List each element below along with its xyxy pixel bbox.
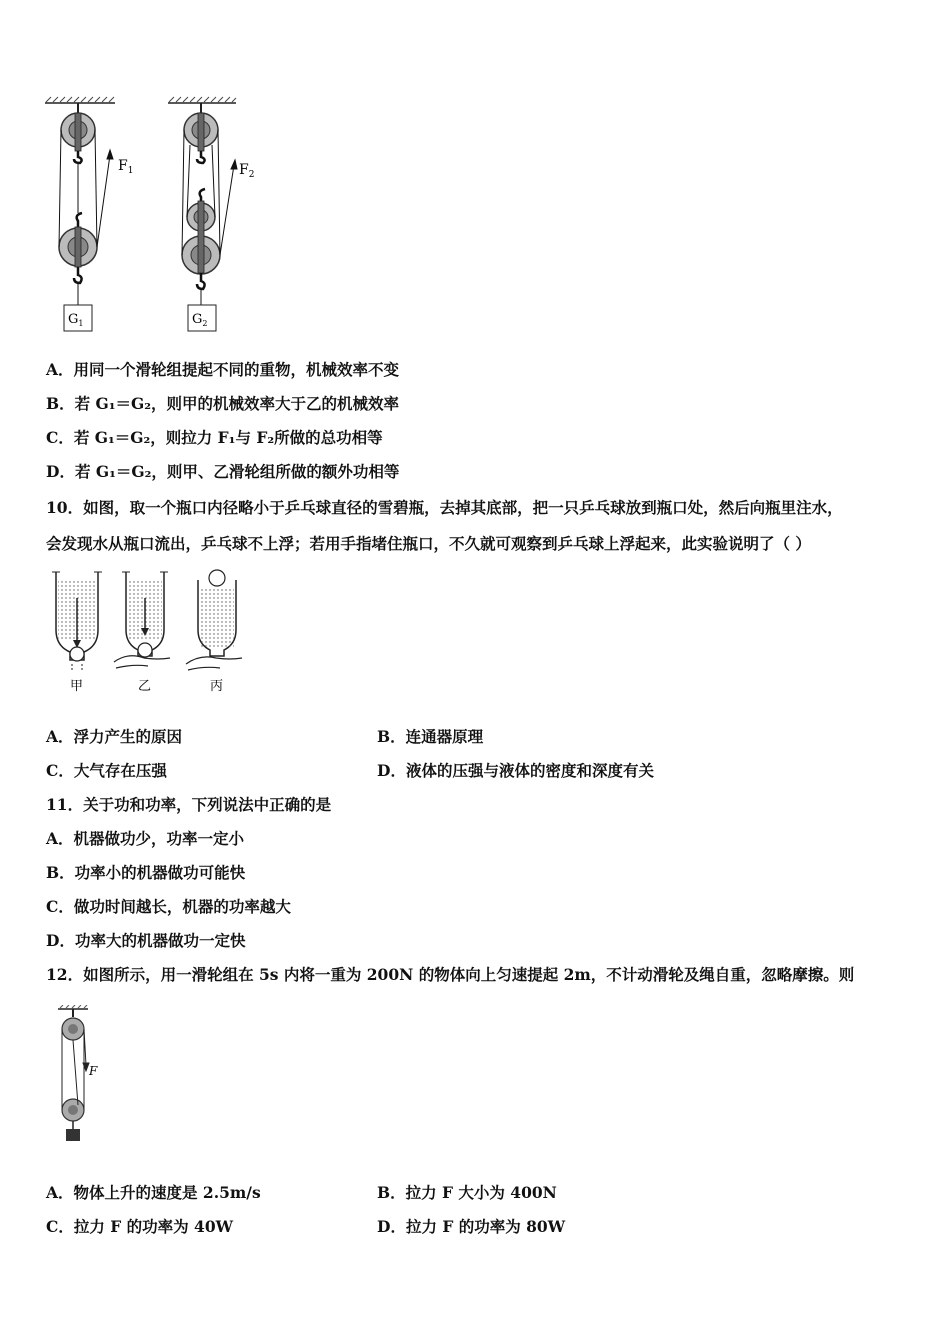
q12-option-b: B．拉力 F 大小为 400N (377, 1183, 557, 1202)
q12-moving-pulley (62, 1099, 84, 1141)
q12-option-c: C．拉力 F 的功率为 40W (46, 1217, 234, 1236)
q10-option-d: D．液体的压强与液体的密度和深度有关 (377, 761, 654, 780)
bottle-yi (114, 572, 170, 668)
right-fixed-pulley (184, 103, 218, 163)
q12-fixed-pulley (62, 1009, 84, 1040)
q11-stem: 11．关于功和功率，下列说法中正确的是 (46, 795, 332, 814)
q12-pulley-svg (52, 1005, 112, 1145)
bottle-label-yi: 乙 (138, 679, 152, 694)
left-ceiling (45, 97, 115, 103)
q11-option-d: D．功率大的机器做功一定快 (46, 931, 246, 950)
right-weight-box (188, 305, 216, 331)
right-ceiling (168, 97, 236, 103)
q10-option-c: C．大气存在压强 (46, 761, 167, 780)
q10-bottle-svg (48, 568, 258, 698)
q9-option-c: C．若 G₁＝G₂，则拉力 F₁与 F₂所做的总功相等 (46, 428, 383, 447)
q10-option-a: A．浮力产生的原因 (46, 727, 183, 746)
q9-pulley-svg (40, 95, 270, 340)
q12-force-label: F (89, 1064, 98, 1078)
q11-option-b: B．功率小的机器做功可能快 (46, 863, 246, 882)
q11-option-c: C．做功时间越长，机器的功率越大 (46, 897, 291, 916)
bottle-jia (52, 572, 102, 672)
q12-ropes (62, 1029, 89, 1110)
q9-pulley-figure (40, 95, 270, 340)
q9-option-d: D．若 G₁＝G₂，则甲、乙滑轮组所做的额外功相等 (46, 462, 400, 481)
q10-stem-line2: 会发现水从瓶口流出，乒乓球不上浮；若用手指堵住瓶口，不久就可观察到乒乓球上浮起来，此实验说明了（ ） (46, 534, 811, 553)
left-fixed-pulley (61, 103, 95, 163)
bottle-label-jia: 甲 (70, 679, 84, 694)
q12-stem: 12．如图所示，用一滑轮组在 5s 内将一重为 200N 的物体向上匀速提起 2m，不计动滑轮及绳自重，忽略摩擦。则 (46, 965, 855, 984)
q12-pulley-figure (52, 1005, 112, 1145)
left-moving-pulley (59, 213, 97, 305)
bottle-bing (186, 570, 242, 670)
left-weight-box (64, 305, 92, 331)
q10-stem-line1: 10．如图，取一个瓶口内径略小于乒乓球直径的雪碧瓶，去掉其底部，把一只乒乓球放到瓶口处，然后向瓶里注水， (46, 498, 843, 517)
left-force-label: $F_1$ (118, 158, 134, 176)
q12-option-a: A．物体上升的速度是 2.5m/s (46, 1183, 261, 1202)
right-ropes (182, 130, 237, 255)
left-weight-label: $G_1$ (68, 312, 84, 328)
q12-option-d: D．拉力 F 的功率为 80W (377, 1217, 566, 1236)
q9-option-a: A．用同一个滑轮组提起不同的重物，机械效率不变 (46, 360, 400, 379)
q10-bottle-figure (48, 568, 258, 698)
bottle-label-bing: 丙 (210, 679, 224, 694)
right-weight-label: $G_2$ (192, 312, 208, 328)
q11-option-a: A．机器做功少，功率一定小 (46, 829, 245, 848)
right-force-label: $F_2$ (239, 162, 255, 180)
q9-option-b: B．若 G₁＝G₂，则甲的机械效率大于乙的机械效率 (46, 394, 400, 413)
q10-option-b: B．连通器原理 (377, 727, 484, 746)
